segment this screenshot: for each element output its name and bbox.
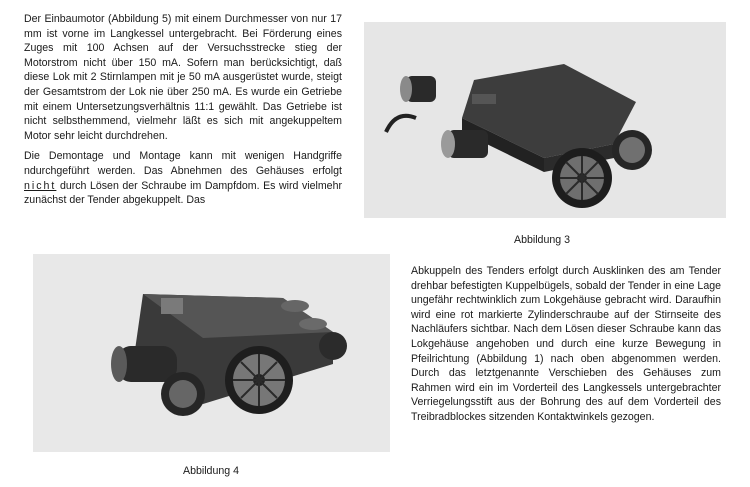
locomotive-chassis-illustration bbox=[364, 22, 726, 218]
paragraph-demontage-start: Die Demontage und Montage kann mit wenigen Handgriffe ndurchgeführt werden. Das Abnehmen des Gehäuses erfolgt bbox=[24, 150, 342, 177]
paragraph-demontage bbox=[24, 149, 342, 207]
chassis-with-motor-illustration bbox=[33, 254, 390, 452]
figure-3-caption: Abbildung 3 bbox=[514, 234, 570, 246]
paragraph-motor: Der Einbaumotor (Abbildung 5) mit einem Durchmesser von nur 17 mm ist vorne im Langkessel untergebracht. Bei Förderung eines Zuges mit 100 Achsen auf der Versuchsstrecke stieg der Motorstrom nicht über 150 mA. Sofern man berücksichtigt, daß diese Lok mit 2 Stirnlampen mit je 50 mA ausgerüstet wurde, steigt der Gesamtstrom der Lok nie über 250 mA. Es wurde ein Getriebe mit einem Untersetzungsverhältnis 11:1 gewählt. Das Getriebe ist nicht selbsthemmend, vielmehr läßt es sich mit angekuppeltem Motor sehr leicht durchdrehen. bbox=[24, 13, 342, 142]
figure-3-photo bbox=[364, 22, 726, 218]
emphasis-nicht: nicht bbox=[24, 179, 57, 192]
paragraph-demontage-end: durch Lösen der Schraube im Dampfdom. Es wird vielmehr zunächst der Tender abgekuppelt. Das bbox=[24, 179, 342, 207]
paragraph-abkuppeln: Abkuppeln des Tenders erfolgt durch Ausklinken des am Tender drehbar befestigten Kuppelbügels, sobald der Tender in eine Lage ungefähr rechtwinklich zum Lokgehäuse gebracht wird. Daraufhin wird eine rot markierte Zylinderschraube auf der Stirnseite des Nachläufers sichtbar. Nach dem Lösen dieser Schraube kann das Lokgehäuse angehoben und durch eine kurze Bewegung in Pfeilrichtung (Abbildung 1) nach oben abgenommen werden. Durch das letztgenannte Verschieben des Gehäuses zum Rahmen wird ein im Vorderteil des Langkessels untergebrachter Verriegelungsstift aus der Bohrung des auf dem Vorderteil des Treibradblockes sitzenden Kontaktwinkels gezogen. bbox=[411, 265, 721, 423]
figure-4-photo bbox=[33, 254, 390, 452]
text-column-right bbox=[411, 264, 721, 425]
figure-4-caption: Abbildung 4 bbox=[183, 465, 239, 477]
text-column-left bbox=[24, 12, 342, 208]
